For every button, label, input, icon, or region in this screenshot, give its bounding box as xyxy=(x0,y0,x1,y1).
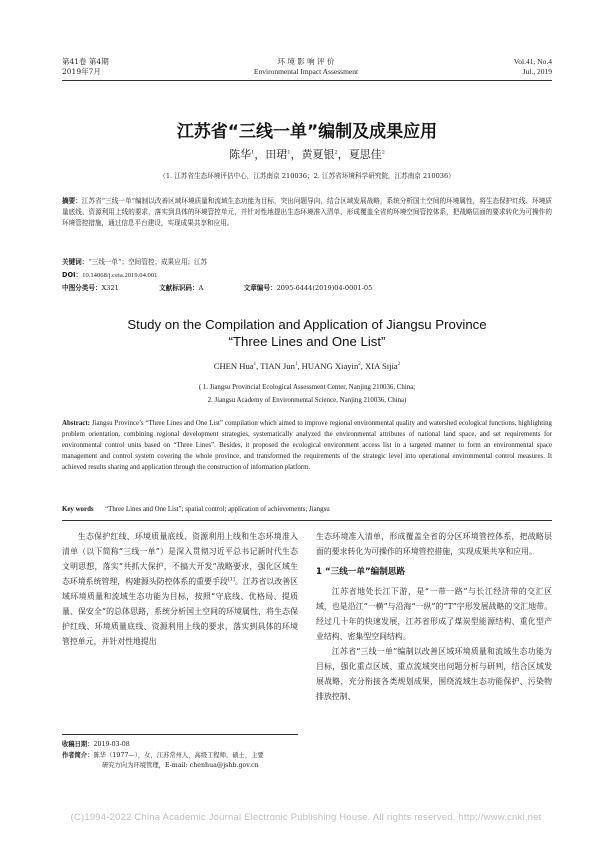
author-affil-mark: 2 xyxy=(358,362,361,368)
keywords-en xyxy=(62,504,552,515)
author-list-cn: 陈华$^1$，田珺$^1$，黄夏银$^2$，夏思佳$^2$ xyxy=(229,148,385,161)
footnote xyxy=(62,740,312,772)
paper-title-cn: 江苏省“三线一单”编制及成果应用 xyxy=(176,122,438,142)
classification-line xyxy=(62,284,552,293)
header-rule xyxy=(62,80,552,81)
body-text: 。江苏省以改善区域环境质量和流域生态功能为目标，按照“守底线、优格局、提质量、保安全”的总体思路，系统分析国土空间的环境属性，将生态保护红线、环境质量底线、资源利用上线的要求，落实到具体的环境管控单元，并针对性地提出 xyxy=(62,577,298,646)
author-list-en: CHEN Hua$^1$, TIAN Jun$^1$, HUANG Xiayin$^2$, XIA Sijia$^2$ xyxy=(213,361,401,371)
affiliation-en-line1: ( 1. Jiangsu Provincial Ecological Assessment Center, Nanjing 210036, China; xyxy=(198,384,416,391)
keywords-text-en: “Three Lines and One List”; spatial control; application of achievements; Jiangsu xyxy=(105,506,330,513)
body-text: 生态保护红线、环境质量底线、资源利用上线和生态环境准入清单（以下简称“三线一单”）是深入贯彻习近平总书记新时代生态文明思想，落实“共抓大保护，不搞大开发”战略要求，强化区域生态环境系统管理，构建源头防控体系的重要手段 xyxy=(62,532,298,586)
abstract-label-cn: 摘要： xyxy=(62,197,82,205)
author-en: CHEN Hua xyxy=(213,361,254,371)
author-en: XIA Sijia xyxy=(365,361,398,371)
author-cn: 田珺 xyxy=(265,148,288,161)
paper-title-en-line1: Study on the Compilation and Application of Jiangsu Province xyxy=(127,317,487,332)
author-cn: 夏思佳 xyxy=(348,148,382,161)
keywords-label-cn: 关键词： xyxy=(62,258,89,266)
journal-volume xyxy=(62,57,109,77)
body-paragraph xyxy=(62,529,298,649)
author-bio-text-2: 研究方向为环境管理，E-mail: chenhua@jshb.gov.cn xyxy=(102,762,259,769)
volume-issue: 第41卷 第4期 xyxy=(62,57,109,66)
doi-value[interactable]: 10.14068/j.ceia.2019.04.001 xyxy=(82,272,158,279)
article-no-label: 文章编号： xyxy=(243,284,277,292)
journal-volume-en xyxy=(420,57,552,77)
citation-ref[interactable]: [1] xyxy=(227,576,235,583)
cls-label: 中图分类号： xyxy=(62,284,102,292)
author-affil-mark: 2 xyxy=(381,149,385,156)
cls-value: X321 xyxy=(101,284,119,292)
paper-title-en-line2: “Three Lines and One List” xyxy=(228,334,386,349)
abstract-label-en: Abstract: xyxy=(62,420,90,427)
section-heading: 1 “三线一单”编制思路 xyxy=(316,567,406,577)
author-affil-mark: 1 xyxy=(287,149,291,156)
keywords-text-cn: “三线一单”；空间管控；成果应用；江苏 xyxy=(88,258,208,266)
author-affil-mark: 1 xyxy=(294,362,298,368)
keywords-label-en: Key words xyxy=(62,506,94,513)
affiliation-cn: （1. 江苏省生态环境评估中心，江苏南京 210036；2. 江苏省环境科学研究院，江苏南京 210036） xyxy=(159,172,455,180)
author-en: HUANG Xiayin xyxy=(301,361,359,371)
volume-issue-en: Vol.41, No.4 xyxy=(513,57,552,66)
doc-code-label: 文献标识码： xyxy=(159,284,199,292)
author-bio xyxy=(62,751,312,762)
abstract-text-cn: 江苏省“三线一单”编制以改善区域环境质量和流域生态功能为目标，突出问题导向，结合区域发展战略，系统分析国土空间的环境属性，将生态保护红线、环境质量底线、资源利用上线的要求，落实到具体的环境管控单元，并针对性地提出生态环境准入清单，形成覆盖全省的环境空间管控体系，把战略层面的要求转化为可操作的环境管控措施，通过信息平台建设，实现成果共享和应用。 xyxy=(62,197,552,228)
author-bio-text: 陈华（1977—），女，江苏常州人，高级工程师，硕士，主要 xyxy=(93,751,264,759)
paper-title-en xyxy=(62,316,552,350)
author-en: TIAN Jun xyxy=(260,361,295,371)
doc-code-value: A xyxy=(198,284,204,292)
body-left-column xyxy=(62,529,298,649)
publication-date-en: Jul., 2019 xyxy=(522,67,552,76)
received-value: 2019-03-08 xyxy=(93,741,130,748)
abstract-text-en: Jiangsu Province’s “Three Lines and One List” compilation which aimed to improve regional environmental quality and watershed ecological functions, highlighting problem orientation, combining regional development strategies, systematically analyzed the environmental attributes of national land space, and set requirements for environmental control units based on “Three Lines”. Besides, it proposed the ecological environment access list in a targeted manner to form an environmental space management and control system covering the whole province, and transformed the requirements of the strategic level into operational environmental control measures. It achieved results sharing and application through the construction of information platform. xyxy=(62,420,552,471)
received-label: 收稿日期： xyxy=(62,741,94,748)
journal-name-en: Environmental Impact Assessment xyxy=(253,67,359,76)
publication-date: 2019年7月 xyxy=(62,67,101,76)
author-affil-mark: 2 xyxy=(334,149,338,156)
affiliation-en-line2: 2. Jiangsu Academy of Environmental Science, Nanjing 210036, China) xyxy=(207,397,407,404)
author-cn: 陈华 xyxy=(229,148,252,161)
author-cn: 黄夏银 xyxy=(301,148,335,161)
article-no-value: 2095-6444(2019)04-0001-05 xyxy=(276,284,373,292)
author-affil-mark: 1 xyxy=(253,362,257,368)
keywords-cn xyxy=(62,258,207,267)
received-date xyxy=(62,740,312,751)
footnote-rule xyxy=(62,734,298,735)
abstract-en xyxy=(62,418,552,473)
body-text: 生态环境准入清单，形成覆盖全省的分区环境管控体系，把战略层面的要求转化为可操作的环境管控措施，实现成果共享和应用。 xyxy=(316,532,552,556)
journal-name xyxy=(206,57,406,77)
doi-line xyxy=(62,271,157,280)
copyright-watermark: (C)1994-2022 China Academic Journal Electronic Publishing House. All rights reserved. http://www.cnki.net xyxy=(70,812,542,823)
author-bio-label: 作者简介： xyxy=(62,751,94,759)
affiliation-en xyxy=(62,381,552,407)
author-affil-mark: 1 xyxy=(251,149,255,156)
abstract-cn xyxy=(62,196,552,230)
body-paragraph: 江苏省“三线一单”编制以改善区域环境质量和流域生态功能为目标，强化重点区域、重点流域突出问题分析与研判，结合区域发展战略，充分衔接各类规划成果，围绕流域生态功能保护、污染物排放控制、 xyxy=(316,647,552,701)
body-paragraph: 江苏省地处长江下游，是“一带一路”与长江经济带的交汇区域，也是沿江“一横”与沿海“一纵”的“T”字形发展战略的交汇地带。经过几十年的快速发展，江苏省形成了煤炭型能源结构、重化型产业结构、密集型空间结构。 xyxy=(316,587,552,641)
journal-name-cn: 环 境 影 响 评 价 xyxy=(277,57,335,66)
abstract-rule xyxy=(62,520,552,521)
body-right-column xyxy=(316,529,552,704)
author-affil-mark: 2 xyxy=(397,362,401,368)
doi-label: DOI： xyxy=(62,271,83,279)
